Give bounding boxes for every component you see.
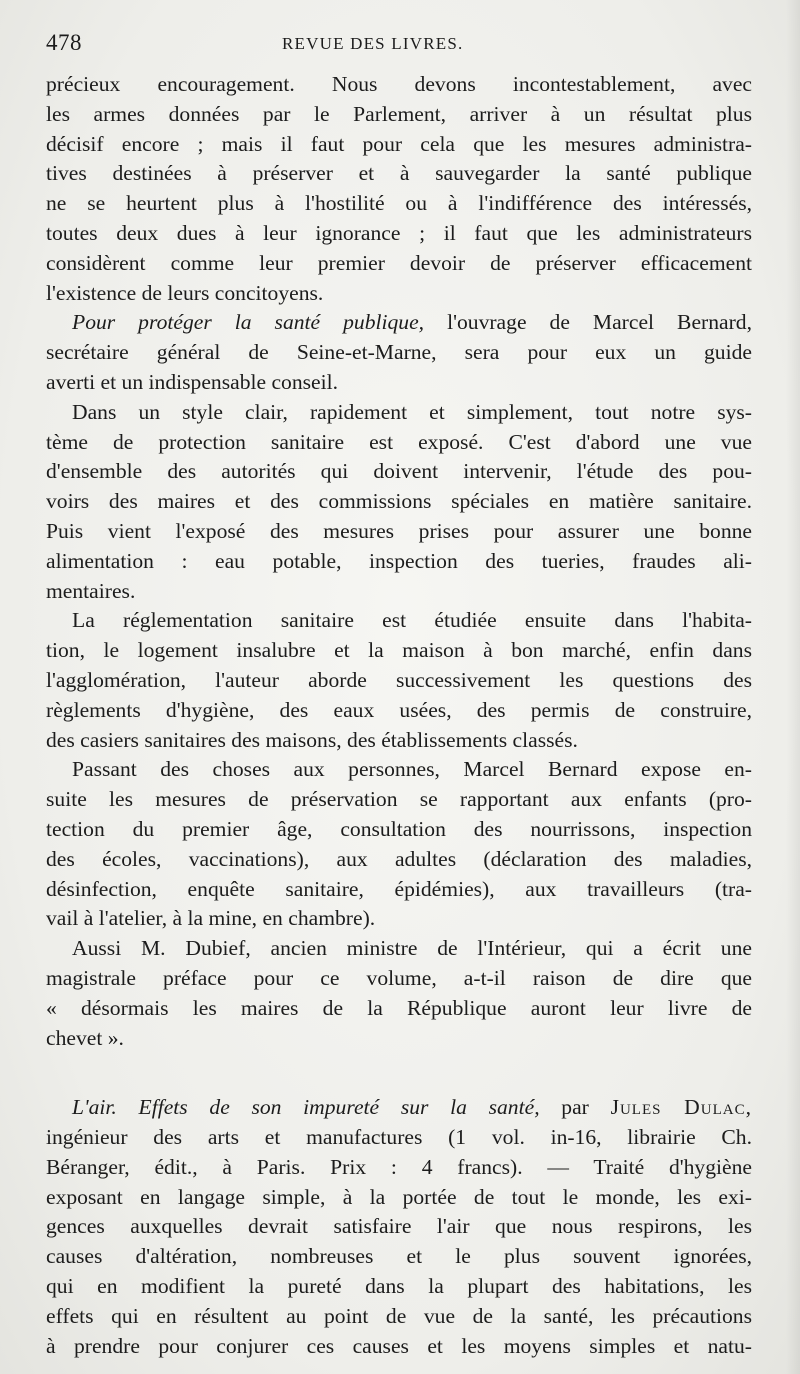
text-line: Aussi M. Dubief, ancien ministre de l'Intérieur, qui a écrit une xyxy=(72,936,752,961)
section-gap xyxy=(46,1053,752,1093)
page-number: 478 xyxy=(46,30,82,55)
text-line: considèrent comme leur premier devoir de préserver efficacement xyxy=(46,250,752,275)
text-line: suite les mesures de préservation se rapportant aux enfants (pro- xyxy=(46,787,752,812)
text-line: des casiers sanitaires des maisons, des établissements classés. xyxy=(46,727,578,752)
review-heading-line xyxy=(46,1093,752,1123)
text-line: précieux encouragement. Nous devons incontestablement, avec xyxy=(46,72,752,96)
text-line: exposant en langage simple, à la portée de tout le monde, les exi- xyxy=(46,1184,752,1209)
review-heading-line xyxy=(46,308,752,338)
review-title: Pour protéger la santé publique, xyxy=(72,310,425,335)
review-heading-by: par xyxy=(539,1095,611,1120)
text-line: chevet ». xyxy=(46,1025,124,1050)
text-line: alimentation : eau potable, inspection des tueries, fraudes ali- xyxy=(46,548,752,573)
text-line: tème de protection sanitaire est exposé. C'est d'abord une vue xyxy=(46,429,752,454)
text-line: mentaires. xyxy=(46,578,136,603)
text-line: effets qui en résultent au point de vue de la santé, les précautions xyxy=(46,1303,752,1328)
text-line: « désormais les maires de la République auront leur livre de xyxy=(46,995,752,1020)
text-line: toutes deux dues à leur ignorance ; il faut que les administrateurs xyxy=(46,220,752,245)
text-line: les armes données par le Parlement, arriver à un résultat plus xyxy=(46,101,752,126)
text-line: qui en modifient la pureté dans la plupart des habitations, les xyxy=(46,1274,752,1299)
review-heading-rest: l'ouvrage de Marcel Bernard, xyxy=(424,310,752,335)
text-line: Passant des choses aux personnes, Marcel Bernard expose en- xyxy=(72,757,752,782)
running-title: REVUE DES LIVRES. xyxy=(282,34,464,53)
text-line: Béranger, édit., à Paris. Prix : 4 francs). — Traité d'hygiène xyxy=(46,1154,752,1179)
text-line: Puis vient l'exposé des mesures prises pour assurer une bonne xyxy=(46,518,752,543)
text-line: d'ensemble des autorités qui doivent intervenir, l'étude des pou- xyxy=(46,459,752,484)
review-author: Jules Dulac, xyxy=(610,1095,752,1120)
text-line: averti et un indispensable conseil. xyxy=(46,369,339,394)
text-line: ingénieur des arts et manufactures (1 vol. in-16, librairie Ch. xyxy=(46,1125,752,1150)
body-text xyxy=(46,70,752,1361)
text-line: Dans un style clair, rapidement et simplement, tout notre sys- xyxy=(72,399,752,424)
review-title: L'air. Effets de son impureté sur la santé, xyxy=(72,1095,540,1120)
text-line: désinfection, enquête sanitaire, épidémies), aux travailleurs (tra- xyxy=(46,876,752,901)
text-line: à prendre pour conjurer ces causes et les moyens simples et natu- xyxy=(46,1333,752,1358)
text-line: causes d'altération, nombreuses et le plus souvent ignorées, xyxy=(46,1244,752,1269)
text-line: ne se heurtent plus à l'hostilité ou à l'indifférence des intéressés, xyxy=(46,191,752,216)
text-line: gences auxquelles devrait satisfaire l'air que nous respirons, les xyxy=(46,1214,752,1239)
text-line: décisif encore ; mais il faut pour cela que les mesures administra- xyxy=(46,131,752,156)
text-line: tion, le logement insalubre et la maison à bon marché, enfin dans xyxy=(46,638,752,663)
text-line: vail à l'atelier, à la mine, en chambre). xyxy=(46,906,376,931)
text-line: tives destinées à préserver et à sauvegarder la santé publique xyxy=(46,161,752,186)
running-head xyxy=(46,30,752,64)
text-line: tection du premier âge, consultation des nourrissons, inspection xyxy=(46,816,752,841)
text-line: secrétaire général de Seine-et-Marne, sera pour eux un guide xyxy=(46,340,752,365)
page-edge-shadow xyxy=(786,0,800,1374)
text-line: des écoles, vaccinations), aux adultes (déclaration des maladies, xyxy=(46,846,752,871)
text-line: règlements d'hygiène, des eaux usées, des permis de construire, xyxy=(46,697,752,722)
text-line: l'agglomération, l'auteur aborde successivement les questions des xyxy=(46,667,752,692)
text-line: voirs des maires et des commissions spéciales en matière sanitaire. xyxy=(46,489,752,514)
text-line: magistrale préface pour ce volume, a-t-il raison de dire que xyxy=(46,965,752,990)
text-line: l'existence de leurs concitoyens. xyxy=(46,280,324,305)
text-line: La réglementation sanitaire est étudiée ensuite dans l'habita- xyxy=(72,608,752,633)
